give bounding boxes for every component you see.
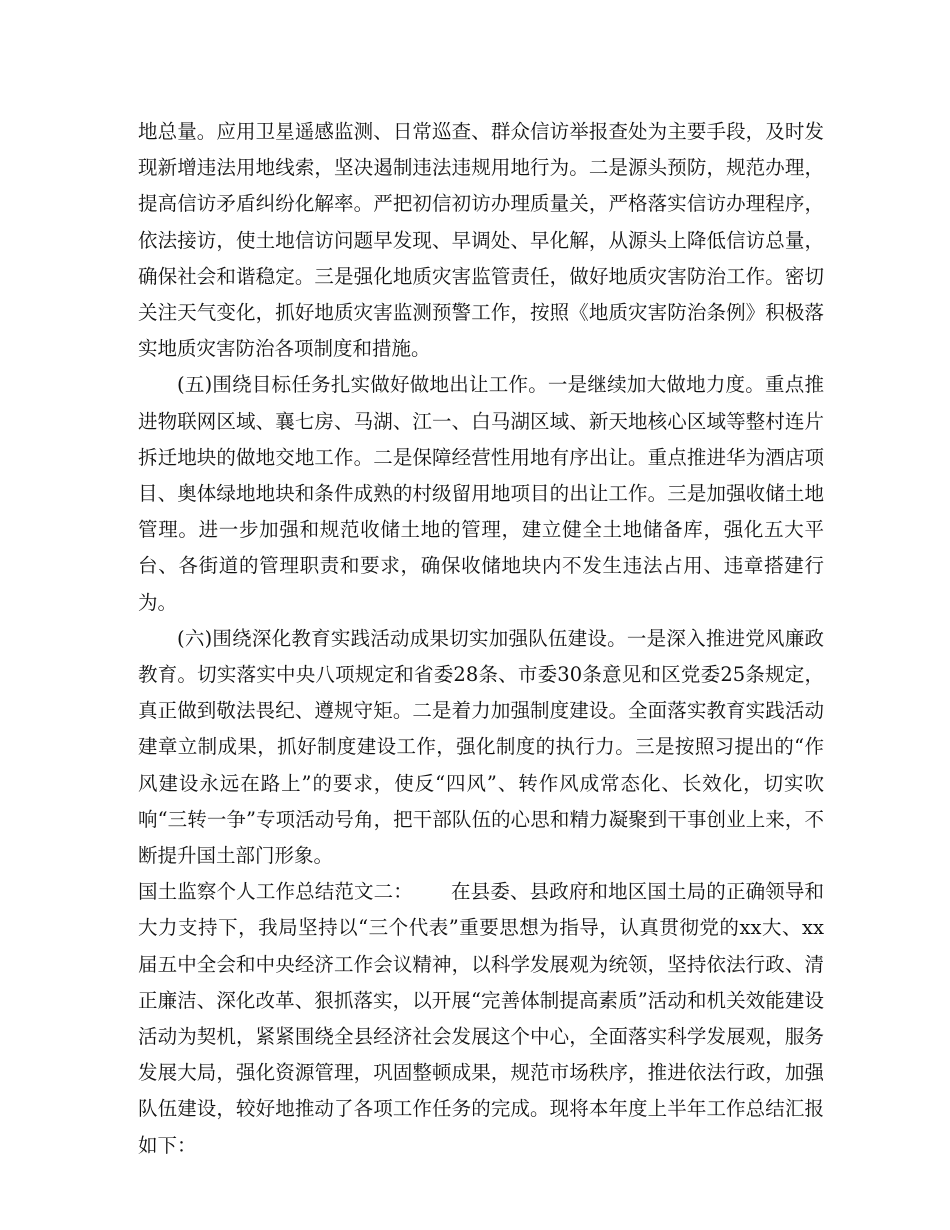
- second-article-heading: 国土监察个人工作总结范文二：: [138, 880, 413, 904]
- document-body: [138, 114, 824, 1164]
- paragraph-section-five: (五)围绕目标任务扎实做好做地出让工作。一是继续加大做地力度。重点推进物联网区域、襄七房、马湖、江一、白马湖区域、新天地核心区域等整村连片拆迁地块的做地交地工作。二是保障经营性用地有序出让。重点推进华为酒店项目、奥体绿地地块和条件成熟的村级留用地项目的出让工作。三是加强收储土地管理。进一步加强和规范收储土地的管理，建立健全土地储备库，强化五大平台、各街道的管理职责和要求，确保收储地块内不发生违法占用、违章搭建行为。: [138, 373, 824, 614]
- paragraph-second-article: [138, 874, 824, 1164]
- second-article-text: 在县委、县政府和地区国土局的正确领导和大力支持下，我局坚持以“三个代表”重要思想为指导，认真贯彻党的xx大、xx届五中全会和中央经济工作会议精神，以科学发展观为统领，坚持依法行政、清正廉洁、深化改革、狠抓落实，以开展“完善体制提高素质”活动和机关效能建设活动为契机，紧紧围绕全县经济社会发展这个中心，全面落实科学发展观，服务发展大局，强化资源管理，巩固整顿成果，规范市场秩序，推进依法行政，加强队伍建设，较好地推动了各项工作任务的完成。现将本年度上半年工作总结汇报如下：: [138, 880, 824, 1157]
- paragraph-continued: 地总量。应用卫星遥感监测、日常巡查、群众信访举报查处为主要手段，及时发现新增违法用地线索，坚决遏制违法违规用地行为。二是源头预防，规范办理，提高信访矛盾纠纷化解率。严把初信初访办理质量关，严格落实信访办理程序，依法接访，使土地信访问题早发现、早调处、早化解，从源头上降低信访总量，确保社会和谐稳定。三是强化地质灾害监管责任，做好地质灾害防治工作。密切关注天气变化，抓好地质灾害监测预警工作，按照《地质灾害防治条例》积极落实地质灾害防治各项制度和措施。: [138, 120, 824, 361]
- paragraph-section-six: (六)围绕深化教育实践活动成果切实加强队伍建设。一是深入推进党风廉政教育。切实落实中央八项规定和省委28条、市委30条意见和区党委25条规定，真正做到敬法畏纪、遵规守矩。二是着力加强制度建设。全面落实教育实践活动建章立制成果，抓好制度建设工作，强化制度的执行力。三是按照习提出的“作风建设永远在路上”的要求，使反“四风”、转作风成常态化、长效化，切实吹响“三转一争”专项活动号角，把干部队伍的心思和精力凝聚到干事创业上来，不断提升国土部门形象。: [138, 626, 824, 868]
